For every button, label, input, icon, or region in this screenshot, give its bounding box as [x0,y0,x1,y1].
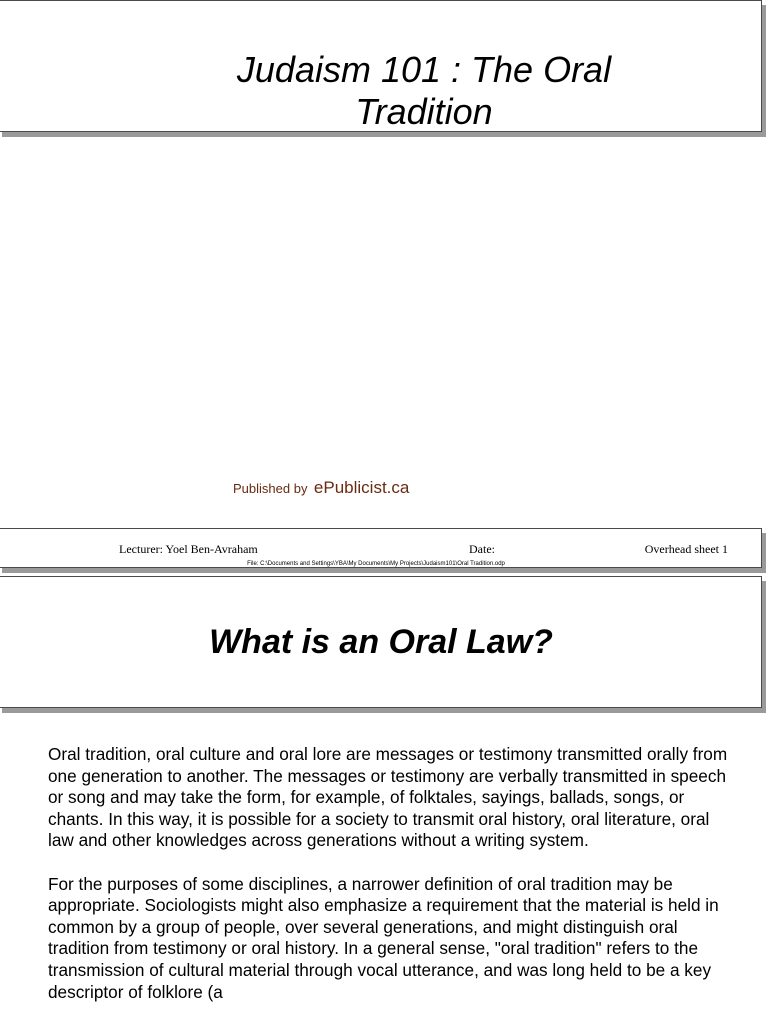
notes-body [48,744,738,1025]
date-label: Date: [469,542,495,556]
slide-title-line-1: Judaism 101 : The Oral [236,49,612,90]
slide-title [159,49,689,133]
slide-title-line-2: Tradition [355,91,493,132]
publisher-credit [233,478,409,498]
heading-slide-frame [0,576,762,708]
file-path: File: C:\Documents and Settings\YBA\My Documents\My Projects\Judaism101\Oral Tradition.odp [247,561,505,567]
body-paragraph: For the purposes of some disciplines, a narrower definition of oral tradition may be appropriate. Sociologists might also emphasize a requirement that the material is held in common by a group of people, over several generations, and might distinguish oral tradition from testimony or oral history. In a general sense, "oral tradition" refers to the transmission of cultural material through vocal utterance, and was long held to be a key descriptor of folklore (a [48,873,719,1002]
title-slide-frame [0,0,762,132]
body-paragraph: Oral tradition, oral culture and oral lore are messages or testimony transmitted orally from one generation to another. The messages or testimony are verbally transmitted in speech or song and may take the form, for example, of folktales, sayings, ballads, songs, or chants. In this way, it is possible for a society to transmit oral history, oral literature, oral law and other knowledges across generations without a writing system. [48,744,728,851]
sheet-number: Overhead sheet 1 [644,542,728,556]
lecturer-label: Lecturer: Yoel Ben-Avraham [119,542,258,556]
published-by-label: Published by [233,481,308,496]
publisher-name: ePublicist.ca [313,478,410,497]
slide-heading: What is an Oral Law? [209,623,553,661]
